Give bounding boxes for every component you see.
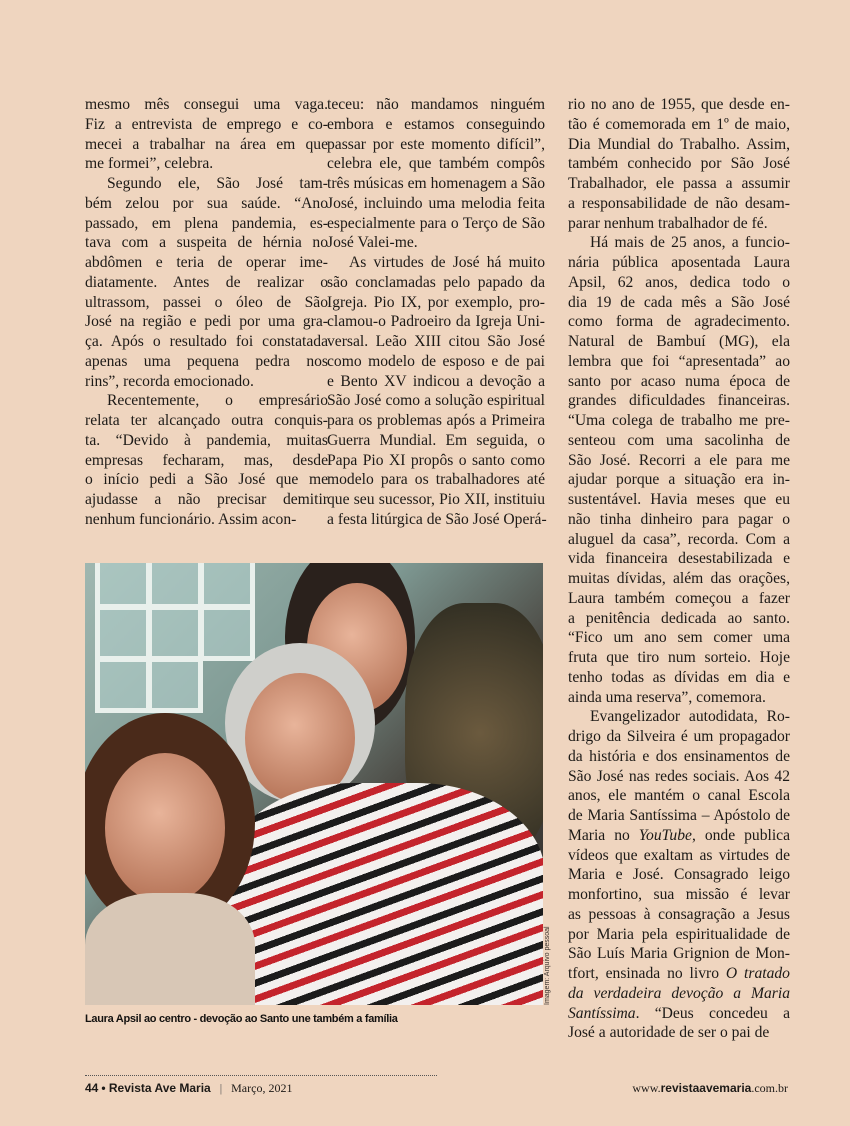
face-left — [105, 753, 225, 903]
text-line: a festa litúrgica de São José Operá- — [327, 510, 547, 528]
text-line: versal. Leão XIII citou São José — [327, 333, 545, 350]
italic-title: YouTube — [638, 826, 692, 844]
footer-divider — [85, 1075, 437, 1076]
window-pane — [147, 563, 203, 609]
text-line: como forma de agradecimento. — [568, 313, 790, 331]
window-pane — [199, 605, 255, 661]
article-column-1 — [85, 95, 328, 530]
text-line: de Maria Santíssima – Apóstolo de — [568, 807, 790, 824]
text-line: modelo para os trabalhadores até — [327, 471, 545, 489]
text-line: como modelo de esposo e de pai — [327, 352, 545, 370]
photo-credit: Imagem: Arquivo pessoal — [544, 926, 551, 1005]
text-line: Natural de Bambuí (MG), ela — [568, 333, 790, 350]
text-line: que seu sucessor, Pio XII, instituiu — [327, 491, 545, 508]
magazine-name: • Revista Ave Maria — [101, 1081, 211, 1095]
article-column-2 — [327, 95, 545, 530]
text-line: rio no ano de 1955, que desde en- — [568, 96, 790, 113]
text-line: bém zelou por sua saúde. “Ano — [85, 194, 328, 212]
window-pane — [95, 563, 151, 609]
striped-shirt — [225, 783, 543, 1005]
text-line: por Maria pela espiritualidade de — [568, 925, 790, 943]
text-line: aluguel da casa”, recorda. Com a — [568, 530, 790, 548]
text-line: ta. “Devido à pandemia, muitas — [85, 431, 328, 449]
url-domain: revistaavemaria — [660, 1081, 752, 1095]
text-line: ainda uma reserva”, comemora. — [568, 688, 766, 706]
shirt-left — [85, 893, 255, 1005]
window-pane — [199, 563, 255, 609]
text-line: relata ter alcançado outra conquis- — [85, 412, 328, 429]
text-line: Papa Pio XI propôs o santo como — [327, 451, 545, 469]
text-line: Laura também começou a fazer — [568, 589, 790, 607]
text-line: Maria no YouTube, onde publica — [568, 826, 791, 844]
window-pane — [147, 657, 203, 713]
text-line: monfortino, sua missão é levar — [568, 886, 790, 903]
text-line: José na região e pedi por uma gra- — [85, 313, 328, 331]
text-line: nária pública aposentada Laura — [568, 254, 790, 271]
text-line: clamou-o Padroeiro da Igreja Uni- — [327, 313, 545, 331]
text-line: José, incluindo uma melodia feita — [327, 194, 545, 212]
text-line: me formei”, celebra. — [85, 155, 214, 173]
text-line: Fiz a entrevista de emprego e co- — [85, 115, 328, 133]
text-line: tão é comemorada em 1º de maio, — [568, 115, 790, 133]
text-line: vida financeira desestabilizada e — [568, 550, 790, 568]
text-line: parar nenhum trabalhador de fé. — [568, 214, 768, 232]
text-line: senteou com uma sacolinha de — [568, 431, 790, 449]
text-line: drigo da Silveira é um propagador — [568, 728, 790, 745]
text-line: Há mais de 25 anos, a funcio- — [590, 234, 790, 252]
issue-date: Março, 2021 — [231, 1081, 293, 1095]
text-line: José Valei-me. — [327, 234, 418, 252]
text-line: ça. Após o resultado foi constatada — [85, 333, 328, 350]
text-line: fruta que tiro num sorteio. Hoje — [568, 649, 790, 666]
text-line: empresas fecharam, mas, desde — [85, 451, 328, 469]
text-line: São José. Recorri a ele para me — [568, 451, 790, 469]
text-line: São Luís Maria Grignion de Mon- — [568, 945, 790, 963]
text-line: não tinha dinheiro para pagar o — [568, 510, 790, 528]
text-line: Santíssima. “Deus concedeu a — [568, 1004, 790, 1022]
text-line: as pessoas à consagração a Jesus — [568, 905, 790, 923]
text-line: santo por acaso numa época de — [568, 372, 790, 390]
text-line: José a autoridade de ser o pai de — [568, 1024, 770, 1042]
text-line: mesmo mês consegui uma vaga. — [85, 96, 328, 113]
italic-title: O tratado — [725, 965, 790, 982]
footer-left — [85, 1081, 292, 1096]
text-line: passado, em plena pandemia, es- — [85, 214, 328, 232]
text-line: abdômen e teria de operar ime- — [85, 254, 328, 271]
text-line: Recentemente, o empresário — [107, 392, 328, 410]
text-line: Maria e José. Consagrado leigo — [568, 866, 790, 884]
text-line: vídeos que exaltam as virtudes de — [568, 846, 790, 864]
text-line: passar por este momento difícil”, — [327, 135, 545, 153]
text-line: mecei a trabalhar na área em que — [85, 135, 328, 153]
website-url[interactable] — [632, 1081, 788, 1096]
text-line: são conclamadas pelo papado da — [327, 273, 545, 291]
text-line: três músicas em homenagem a São — [327, 175, 545, 192]
text-line: a penitência dedicada ao santo. — [568, 609, 790, 627]
text-line: apenas uma pequena pedra nos — [85, 352, 328, 370]
text-line: São José como a solução espiritual — [327, 392, 545, 410]
text-line: especialmente para o Terço de São — [327, 214, 545, 232]
text-line: a responsabilidade de não desam- — [568, 194, 790, 212]
text-line: “Uma colega de trabalho me pre- — [568, 412, 790, 429]
italic-title: da verdadeira devoção a Maria — [568, 984, 790, 1002]
text-line: celebra ele, que também compôs — [327, 155, 545, 173]
text-line — [568, 984, 790, 1004]
text-line: Dia Mundial do Trabalho. Assim, — [568, 135, 790, 153]
separator: | — [219, 1081, 223, 1095]
text-line: e Bento XV indicou a devoção a — [327, 372, 545, 390]
text-line: diatamente. Antes de realizar o — [85, 273, 328, 291]
url-suffix: .com.br — [751, 1081, 788, 1095]
text-line: muitas dívidas, além das orações, — [568, 570, 790, 587]
window-pane — [147, 605, 203, 661]
text-line: ajudar porque a situação era in- — [568, 471, 790, 489]
text-line: ultrassom, passei o óleo de São — [85, 293, 328, 311]
family-photo — [85, 563, 543, 1005]
text-line: o início pedi a São José que me — [85, 471, 328, 489]
text-line: As virtudes de José há muito — [349, 254, 545, 271]
text-line: lembra que foi “apresentada” ao — [568, 352, 790, 370]
text-line: embora e estamos conseguindo — [327, 115, 545, 133]
text-line: grandes dificuldades financeiras. — [568, 392, 790, 410]
text-line: para os problemas após a Primeira — [327, 412, 545, 429]
text-line: da história e dos ensinamentos de — [568, 747, 790, 765]
text-line: teceu: não mandamos ninguém — [327, 96, 545, 113]
text-line: Guerra Mundial. Em seguida, o — [327, 431, 545, 449]
text-line: sustentável. Havia meses que eu — [568, 491, 790, 508]
text-line: tenho todas as dívidas em dia e — [568, 668, 790, 686]
text-line: Segundo ele, São José tam- — [107, 175, 328, 192]
text-line: também conhecido por São José — [568, 155, 790, 173]
text-line: Trabalhador, ele passa a assumir — [568, 175, 790, 192]
url-prefix: www. — [632, 1081, 661, 1095]
article-column-3 — [568, 95, 790, 1043]
photo-caption: Laura Apsil ao centro - devoção ao Santo une também a família — [85, 1013, 398, 1025]
text-line: nenhum funcionário. Assim acon- — [85, 510, 297, 528]
text-line: rins”, recorda emocionado. — [85, 372, 254, 390]
text-line: Apsil, 62 anos, dedica todo o — [568, 273, 790, 291]
text-line: anos, ele mantém o canal Escola — [568, 787, 790, 805]
italic-title: Santíssima — [568, 1004, 636, 1022]
window-pane — [95, 657, 151, 713]
text-line: Evangelizador autodidata, Ro- — [590, 708, 790, 726]
text-line: dia 19 de cada mês a São José — [568, 293, 790, 311]
text-line: São José nas redes sociais. Aos 42 — [568, 767, 790, 785]
text-line: Igreja. Pio IX, por exemplo, pro- — [327, 293, 545, 311]
text-line: ajudasse a não precisar demitir — [85, 491, 328, 508]
page-number: 44 — [85, 1081, 99, 1095]
text-line: tava com a suspeita de hérnia no — [85, 234, 328, 252]
window-pane — [95, 605, 151, 661]
text-line: tfort, ensinada no livro O tratado — [568, 965, 790, 982]
text-line: “Fico um ano sem comer uma — [568, 629, 790, 647]
